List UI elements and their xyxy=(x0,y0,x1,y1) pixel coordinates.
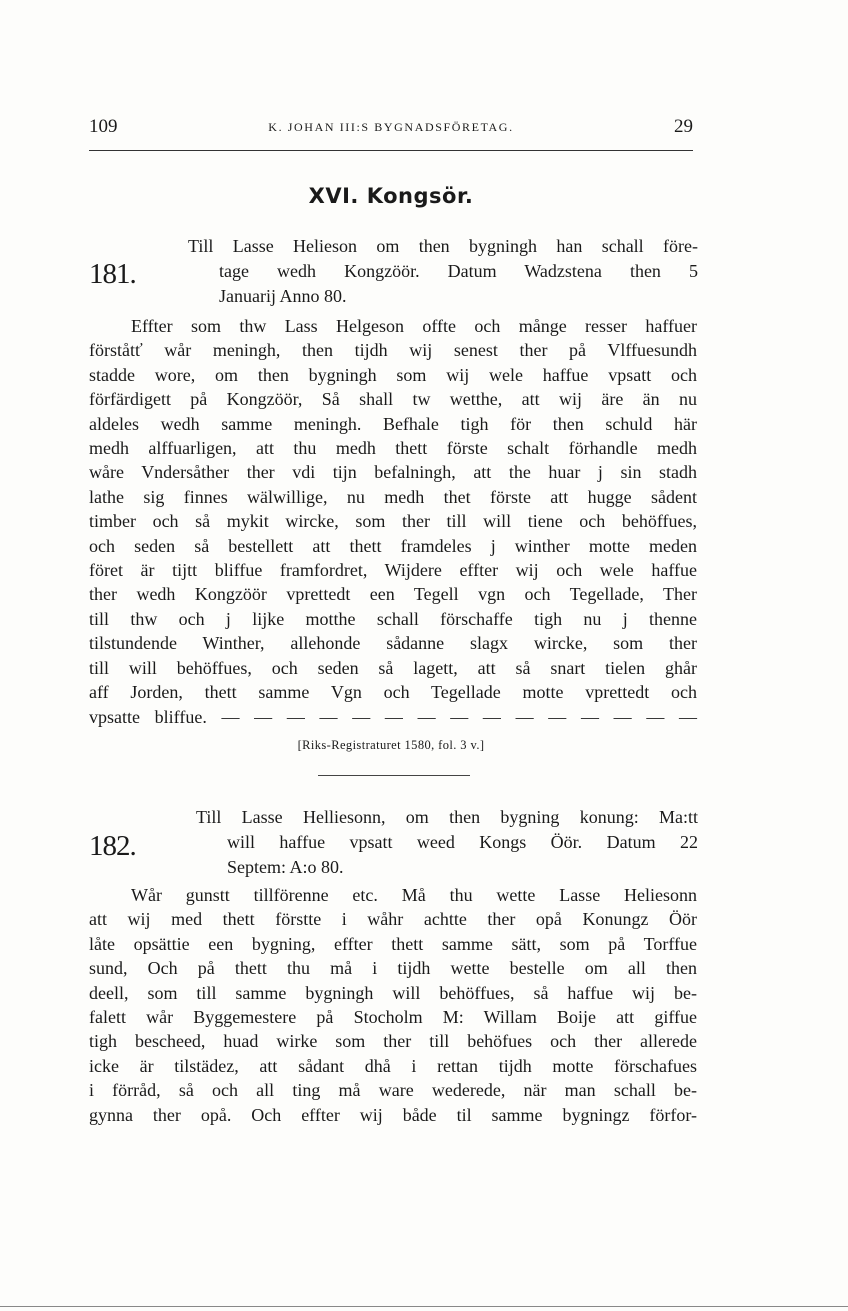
heading-line: Till Lasse Helliesonn, om then bygning konung: Ma:tt xyxy=(196,807,698,827)
document-heading xyxy=(196,805,698,880)
text-line: Effter som thw Lass Helgeson offte och månge resser haffuer xyxy=(131,316,697,336)
text-line: icke är tilstädez, att sådant dhå i rettan tijdh motte förschafues xyxy=(89,1055,697,1076)
text-line: låte opsättie een bygning, effter thett samme sätt, som på Torffue xyxy=(89,933,697,954)
text-line: till thw och j lijke motthe schall förschaffe tigh nu j thenne xyxy=(89,608,697,629)
document-body xyxy=(89,883,697,1127)
text-line: gynna ther opå. Och effter wij både til samme bygningz förfor- xyxy=(89,1104,697,1125)
document-number: 181. xyxy=(89,258,136,290)
heading-line: will haffue vpsatt weed Kongs Öör. Datum 22 xyxy=(227,832,698,852)
text-line: tigh bescheed, huad wirke som ther till behöfues och ther allerede xyxy=(89,1031,697,1052)
heading-line: Januarij Anno 80. xyxy=(219,286,347,306)
text-line: aff Jorden, thett samme Vgn och Tegellade motte vprettedt och xyxy=(89,682,697,703)
text-line: lathe sig finnes wälwillige, nu medh thet förste att hugge sådent xyxy=(89,486,697,507)
text-line: ther wedh Kongzöör vprettedt een Tegell vgn och Tegellade, Ther xyxy=(89,584,697,605)
page-number-left: 109 xyxy=(89,116,118,137)
text-line: aldeles wedh samme meningh. Befhale tigh för then schuld här xyxy=(89,413,697,434)
heading-line: Septem: A:o 80. xyxy=(227,857,344,877)
text-line: till will behöffues, och seden så lagett, att så snart tielen ghår xyxy=(89,657,697,678)
header-rule xyxy=(89,150,693,151)
page-edge-rule xyxy=(0,1306,848,1307)
text-line: falett wår Byggemestere på Stocholm M: Willam Boije att giffue xyxy=(89,1007,697,1028)
text-line: wåre Vndersåther ther vdi tijn befalningh, att the huar j sin stadh xyxy=(89,462,697,483)
document-heading xyxy=(188,234,698,309)
text-line: vpsatte bliffue. — — — — — — — — — — — — — — — xyxy=(89,706,697,727)
separator-rule xyxy=(318,775,470,776)
running-title: K. JOHAN III:S BYGNADSFÖRETAG. xyxy=(268,120,514,134)
text-line: tilstundende Winther, allehonde sådanne slagx wircke, som ther xyxy=(89,633,697,654)
document-number: 182. xyxy=(89,830,136,862)
text-line: förståtť wår meningh, then tijdh wij senest ther på Vlffuesundh xyxy=(89,340,697,361)
text-line: medh alffuarligen, att thu medh thett förste schalt förhandle medh xyxy=(89,438,697,459)
heading-line: tage wedh Kongzöör. Datum Wadzstena then 5 xyxy=(219,261,698,281)
section-title: XVI. Kongsör. xyxy=(308,184,474,208)
text-line: i förråd, så och all ting må ware wederede, när man schall be- xyxy=(89,1080,697,1101)
document-body xyxy=(89,314,697,729)
text-line: sund, Och på thett thu må i tijdh wette bestelle om all then xyxy=(89,958,697,979)
heading-line: Till Lasse Helieson om then bygningh han schall före- xyxy=(188,236,698,256)
text-line: och seden så bestellett att thett framdeles j winther motte meden xyxy=(89,535,697,556)
text-line: att wij med thett förstte i wåhr achtte ther opå Konungz Öör xyxy=(89,909,697,930)
text-line: Wår gunstt tillförenne etc. Må thu wette Lasse Heliesonn xyxy=(131,885,697,905)
text-line: stadde wore, om then bygningh som wij wele haffue vpsatt och xyxy=(89,364,697,385)
source-citation: [Riks-Registraturet 1580, fol. 3 v.] xyxy=(297,738,485,752)
running-head xyxy=(89,116,693,140)
text-line: deell, som till samme bygningh will behöffues, så haffue wij be- xyxy=(89,982,697,1003)
page-number-right: 29 xyxy=(674,116,693,137)
text-line: timber och så mykit wircke, som ther till will tiene och behöffues, xyxy=(89,511,697,532)
text-line: förfärdigett på Kongzöör, Så shall tw wetthe, att wij äre än nu xyxy=(89,389,697,410)
text-line: föret är tijtt bliffue framfordret, Wijdere effter wij och wele haffue xyxy=(89,560,697,581)
